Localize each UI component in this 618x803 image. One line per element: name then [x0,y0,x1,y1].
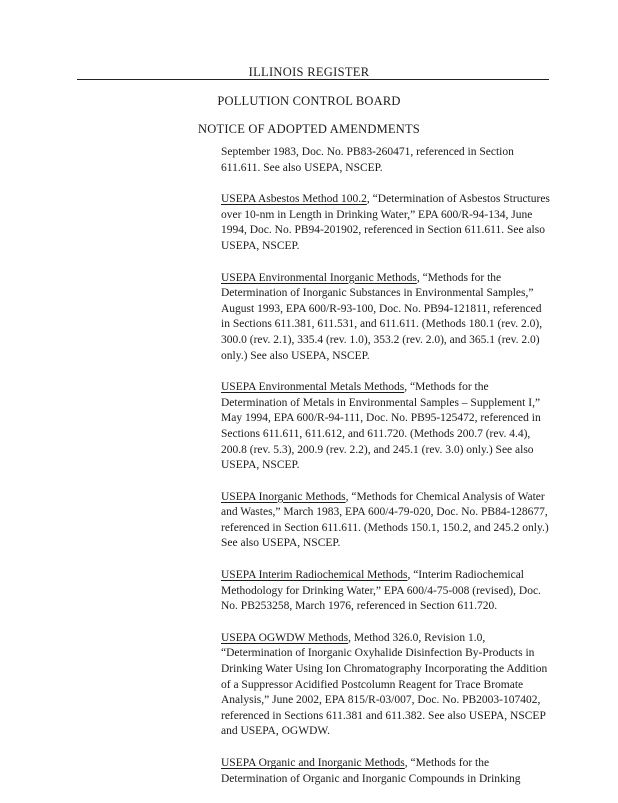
reference-entry [221,271,551,365]
reference-text: , “Interim Radiochemical Methodology for Drinking Water,” EPA 600/4-75-008 (revised), Doc. No. PB253258, March 1976, referenced in Section 611.720. [221,569,541,613]
register-title: ILLINOIS REGISTER [241,65,378,79]
reference-entry [221,192,551,254]
reference-name: USEPA Environmental Inorganic Methods [221,271,417,284]
reference-entry [221,380,551,474]
reference-entry [221,756,551,787]
board-name: POLLUTION CONTROL BOARD [217,94,401,108]
reference-entry [221,568,551,615]
reference-text: , “Methods for the Determination of Metals in Environmental Samples – Supplement I,” May 1994, EPA 600/R-94-111, Doc. No. PB95-125472, referenced in Sections 611.611, 611.612, and 611.720. (Methods 200.7 (rev. 4.4), 200.8 (rev. 5.3), 200.9 (rev. 2.2), and 245.1 (rev. 3.0) only.) See also USEPA, NSCEP. [221,381,541,472]
register-header [0,65,618,80]
reference-entry [221,145,551,176]
reference-entry [221,631,551,740]
reference-text: September 1983, Doc. No. PB83-260471, referenced in Section 611.611. See also USEPA, NSCEP. [221,146,514,174]
notice-title: NOTICE OF ADOPTED AMENDMENTS [198,122,420,136]
reference-name: USEPA Inorganic Methods [221,490,346,503]
reference-name: USEPA Interim Radiochemical Methods [221,569,408,582]
reference-text: , Method 326.0, Revision 1.0, “Determination of Inorganic Oxyhalide Disinfection By-Products in Drinking Water Using Ion Chromatography Incorporating the Addition of a Suppressor Acidified Postcolumn Reagent for Trace Bromate Analysis,” June 2002, EPA 815/R-03/007, Doc. No. PB2003-107402, referenced in Sections 611.381 and 611.382. See also USEPA, NSCEP and USEPA, OGWDW. [221,631,548,738]
reference-name: USEPA Environmental Metals Methods [221,381,405,394]
reference-text: , “Methods for the Determination of Organic and Inorganic Compounds in Drinking [221,757,521,785]
reference-text: , “Determination of Asbestos Structures over 10-nm in Length in Drinking Water,” EPA 600/R-94-134, June 1994, Doc. No. PB94-201902, referenced in Section 611.611. See also USEPA, NSCEP. [221,193,550,252]
reference-name: USEPA OGWDW Methods [221,631,349,644]
reference-list [221,145,551,803]
reference-entry [221,490,551,552]
reference-name: USEPA Asbestos Method 100.2 [221,193,367,206]
reference-text: , “Methods for the Determination of Inorganic Substances in Environmental Samples,” August 1993, EPA 600/R-93-100, Doc. No. PB94-121811, referenced in Sections 611.381, 611.531, and 611.611. (Methods 180.1 (rev. 2.0), 300.0 (rev. 2.1), 335.4 (rev. 1.0), 353.2 (rev. 2.0), and 365.1 (rev. 2.0) only.) See also USEPA, NSCEP. [221,271,543,362]
reference-name: USEPA Organic and Inorganic Methods [221,757,405,769]
reference-text: , “Methods for Chemical Analysis of Water and Wastes,” March 1983, EPA 600/4-79-020, Doc. No. PB84-128677, referenced in Section 611.611. (Methods 150.1, 150.2, and 245.2 only.) See also USEPA, NSCEP. [221,490,549,550]
